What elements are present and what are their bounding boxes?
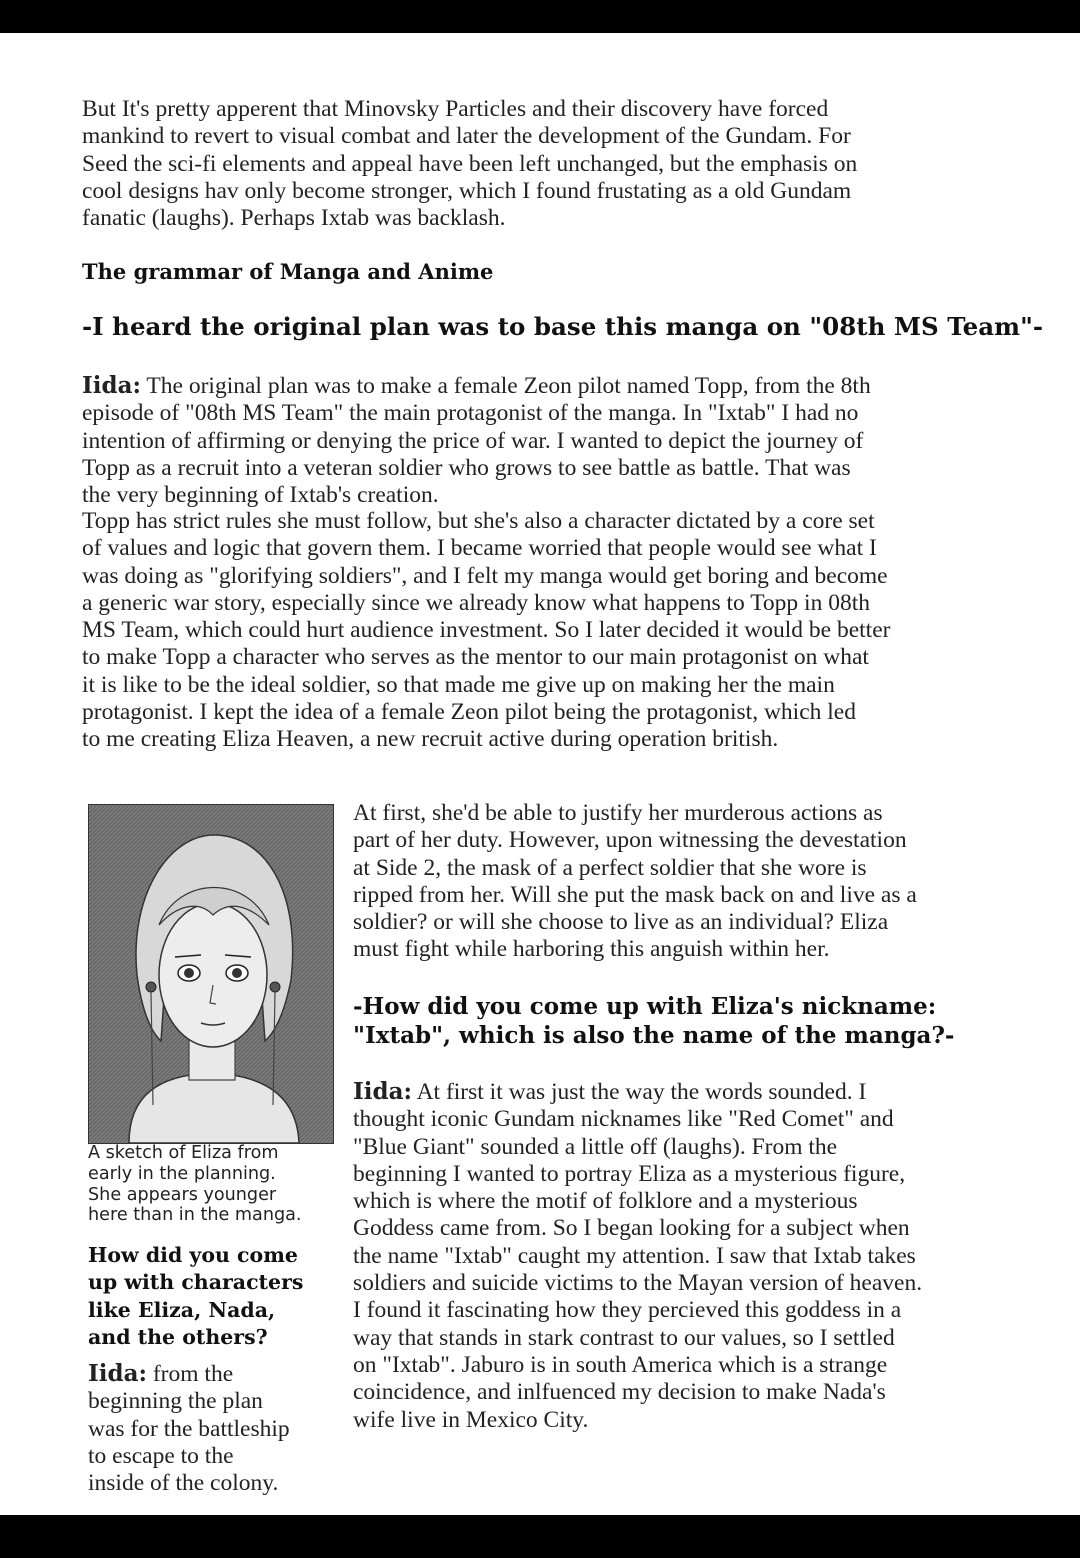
- answer-paragraph-1-text: The original plan was to make a female Zeon pilot named Topp, from the 8th episode of "08th MS Team" the main protagonist of the manga. In "Ixtab" I had no intention of affirming or denying the price of war. I wanted to depict the journey of Topp as a recruit into a veteran soldier who grows to see battle as battle. That was the very beginning of Ixtab's creation.: [82, 373, 871, 509]
- intro-paragraph: But It's pretty apperent that Minovsky Particles and their discovery have forced mankind to revert to visual combat and later the development of the Gundam. For Seed the sci-fi elements and appeal have been left unchanged, but the emphasis on cool designs hav only become stronger, which I found frustating as a old Gundam fanatic (laughs). Perhaps Ixtab was backlash.: [82, 96, 858, 232]
- top-border: [0, 0, 1080, 33]
- eliza-sketch-image: [88, 804, 334, 1144]
- question-08th-ms-team: -I heard the original plan was to base this manga on "08th MS Team"-: [82, 312, 1044, 341]
- answer-paragraph-characters-text: from the beginning the plan was for the battleship to escape to the inside of the colony.: [88, 1361, 290, 1497]
- speaker-label: Iida:: [82, 372, 141, 399]
- question-characters: How did you come up with characters like Eliza, Nada, and the others?: [88, 1243, 304, 1349]
- bottom-border: [0, 1515, 1080, 1558]
- answer-paragraph-3: At first, she'd be able to justify her murderous actions as part of her duty. However, upon witnessing the devestation at Side 2, the mask of a perfect soldier that she wore is ripped from her. Will she put the mask back on and live as a soldier? or will she choose to live as an individual? Eliza must fight while harboring this anguish within her.: [353, 800, 917, 963]
- answer-paragraph-nickname-text: At first it was just the way the words sounded. I thought iconic Gundam nicknames like "Red Comet" and "Blue Giant" sounded a little off (laughs). From the beginning I wanted to portray Eliza as a mysterious figure, which is where the motif of folklore and a mysterious Goddess came from. So I began looking for a subject when the name "Ixtab" caught my attention. I saw that Ixtab takes soldiers and suicide victims to the Mayan version of heaven. I found it fascinating how they percieved this goddess in a way that stands in stark contrast to our values, so I settled on "Ixtab". Jaburo is in south America which is a strange coincidence, and inlfuenced my decision to make Nada's wife live in Mexico City.: [353, 1079, 923, 1433]
- answer-paragraph-nickname: [353, 1078, 1033, 1434]
- speaker-label: Iida:: [353, 1078, 412, 1105]
- speaker-label: Iida:: [88, 1360, 147, 1387]
- answer-paragraph-characters: [88, 1360, 348, 1497]
- answer-paragraph-2: Topp has strict rules she must follow, but she's also a character dictated by a core set of values and logic that govern them. I became worried that people would see what I was doing as "glorifying soldiers", and I felt my manga would get boring and become a generic war story, especially since we already know what happens to Topp in 08th MS Team, which could hurt audience investment. So I later decided it would be better to make Topp a character who serves as the mentor to our main protagonist on what it is like to be the ideal soldier, so that made me give up on making her the main protagonist. I kept the idea of a female Zeon pilot being the protagonist, which led to me creating Eliza Heaven, a new recruit active during operation british.: [82, 508, 891, 753]
- eliza-sketch-drawing: [89, 805, 333, 1143]
- question-nickname: -How did you come up with Eliza's nickname: "Ixtab", which is also the name of the manga?-: [353, 993, 955, 1049]
- section-heading: The grammar of Manga and Anime: [82, 259, 494, 284]
- sketch-caption: A sketch of Eliza from early in the planning. She appears younger here than in the manga.: [88, 1143, 302, 1226]
- answer-paragraph-1: [82, 372, 1042, 509]
